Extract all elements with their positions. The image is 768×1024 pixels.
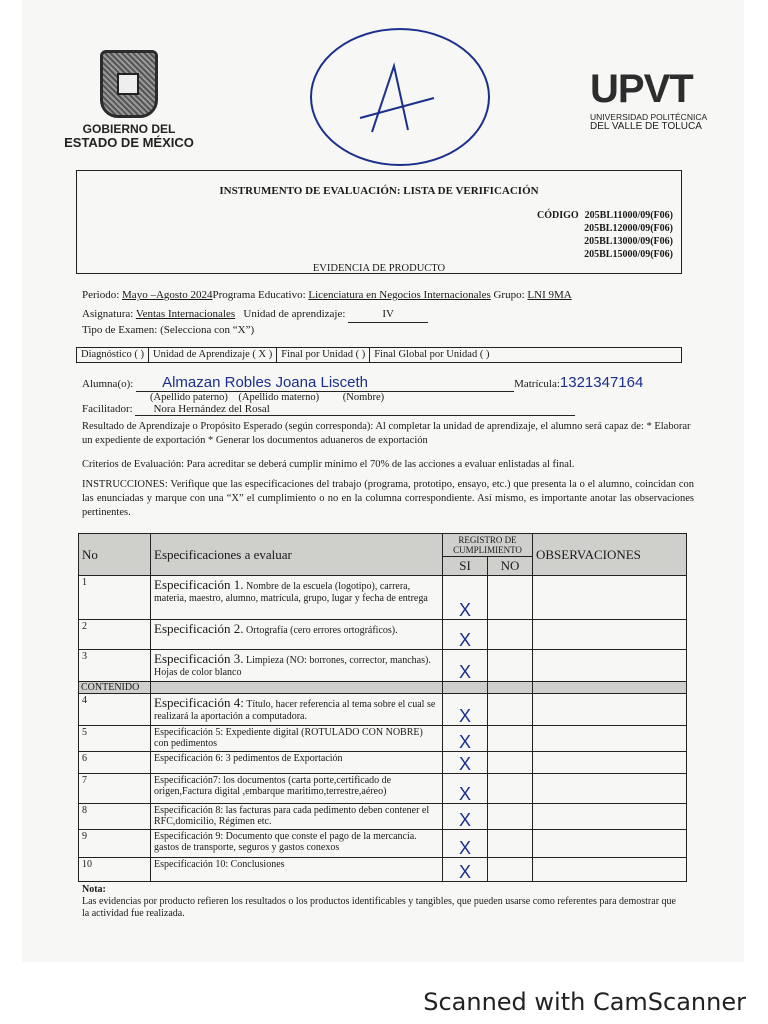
programa-label: Programa Educativo: <box>212 289 306 301</box>
asignatura-value: Ventas Internacionales <box>135 308 236 320</box>
observaciones-cell <box>533 774 687 804</box>
criterios-text: Criterios de Evaluación: Para acreditar se deberá cumplir mínimo el 70% de las acciones a evaluar enlistadas al final. <box>82 459 575 470</box>
observaciones-cell <box>533 752 687 774</box>
spec-text: Especificación7: los documentos (carta porte,certificado de origen,Factura digital ,embarque maritimo,terrestre,aéreo) <box>154 775 392 797</box>
gob-line1: GOBIERNO DEL <box>82 122 176 136</box>
no-mark <box>488 752 533 774</box>
codigo-block <box>537 209 673 261</box>
contenido-label: CONTENIDO <box>79 682 151 694</box>
upvt-line1: UNIVERSIDAD POLITÉCNICA <box>590 112 708 122</box>
no-mark <box>488 830 533 858</box>
facilitador-value: Nora Hernández del Rosal <box>135 403 575 416</box>
spec-text: Especificación 8: las facturas para cada pedimento deben contener el RFC,domicilio, Régimen etc. <box>154 805 430 827</box>
si-mark: X <box>443 576 488 620</box>
row-number: 3 <box>79 650 151 682</box>
si-mark: X <box>443 650 488 682</box>
upvt-logo <box>590 68 720 132</box>
sub-nombre: (Nombre) <box>342 392 385 403</box>
document-title: INSTRUMENTO DE EVALUACIÓN: LISTA DE VERIFICACIÓN <box>219 185 539 197</box>
exam-type-final-global: Final Global por Unidad ( ) <box>374 349 490 360</box>
state-seal-icon <box>100 50 158 118</box>
observaciones-cell <box>533 650 687 682</box>
nota-text: Las evidencias por producto refieren los resultados o los productos identificables y tangibles, que pueden usarse como referentes para demostrar que la actividad fue realizada. <box>82 896 676 919</box>
camscanner-watermark: Scanned with CamScanner <box>423 988 746 1016</box>
table-row <box>79 858 687 882</box>
si-mark: X <box>443 694 488 726</box>
no-mark <box>488 620 533 650</box>
code-1: 205BL11000/09(F06) <box>584 210 673 221</box>
unidad-value: IV <box>348 307 428 323</box>
table-row <box>79 576 687 620</box>
spec-title: Especificación 3. <box>154 651 244 666</box>
si-mark: X <box>443 774 488 804</box>
si-mark: X <box>443 726 488 752</box>
upvt-mark: UPVT <box>590 67 693 111</box>
instrucciones-text: INSTRUCCIONES: Verifique que las especificaciones del trabajo (programa, prototipo, ensayo, etc.) que presenta la o el alumno, coincidan con las enunciadas y marque con una “X” el cumplimiento o no en la columna correspondiente. Así mismo, es importante anotar las observaciones pertinentes. <box>82 479 694 518</box>
codigo-label: CÓDIGO <box>536 210 579 221</box>
upvt-subtitle <box>590 112 720 132</box>
header-no: No <box>79 534 151 576</box>
grade-letter-icon <box>352 60 442 140</box>
row-specification <box>151 774 443 804</box>
rows-a <box>79 576 687 682</box>
table-row <box>79 650 687 682</box>
table-row <box>79 774 687 804</box>
row-specification <box>151 830 443 858</box>
no-mark <box>488 576 533 620</box>
spec-title: Especificación 2. <box>154 621 244 636</box>
spec-text: Especificación 6: 3 pedimentos de Exportación <box>154 753 343 764</box>
spec-text: Ortografía (cero errores ortográficos). <box>246 625 398 636</box>
spec-text: Limpieza (NO: borrones, corrector, manchas). Hojas de color blanco <box>154 655 431 678</box>
grupo-label: Grupo: <box>493 289 525 301</box>
row-specification <box>151 804 443 830</box>
no-mark <box>488 858 533 882</box>
exam-type-diagnostico: Diagnóstico ( ) <box>77 348 149 362</box>
exam-type-box <box>76 347 682 363</box>
row-specification <box>151 752 443 774</box>
observaciones-cell <box>533 830 687 858</box>
row-number: 10 <box>79 858 151 882</box>
resultado-text: Resultado de Aprendizaje o Propósito Esperado (según corresponda): Al completar la unidad de aprendizaje, el alumno será capaz de: * Elaborar un expediente de exportación * Generar los documentos aduaneros de exportación <box>82 421 691 446</box>
code-2: 205BL12000/09(F06) <box>584 223 673 234</box>
student-block <box>82 374 682 416</box>
no-mark <box>488 694 533 726</box>
grupo-value: LNI 9MA <box>527 289 572 301</box>
gob-line2: ESTADO DE MÉXICO <box>64 135 194 150</box>
row-number: 9 <box>79 830 151 858</box>
si-mark: X <box>443 804 488 830</box>
observaciones-cell <box>533 858 687 882</box>
row-number: 2 <box>79 620 151 650</box>
unidad-label: Unidad de aprendizaje: <box>243 308 346 320</box>
si-mark: X <box>443 620 488 650</box>
tipo-examen: Tipo de Examen: (Selecciona con “X”) <box>82 324 255 336</box>
no-mark <box>488 804 533 830</box>
header-observaciones: OBSERVACIONES <box>533 534 687 576</box>
header-si: SI <box>443 557 488 576</box>
header-no-cumple: NO <box>488 557 533 576</box>
spec-text: Especificación 9: Documento que conste el pago de la mercancía. gastos de transporte, seguros y gastos conexos <box>154 831 417 853</box>
row-specification <box>151 620 443 650</box>
row-number: 5 <box>79 726 151 752</box>
row-specification <box>151 694 443 726</box>
observaciones-cell <box>533 726 687 752</box>
no-mark <box>488 774 533 804</box>
table-row <box>79 726 687 752</box>
no-mark <box>488 650 533 682</box>
row-specification <box>151 576 443 620</box>
asignatura-label: Asignatura: <box>82 308 134 320</box>
alumna-name: Almazan Robles Joana Lisceth <box>136 374 514 392</box>
spec-text: Especificación 10: Conclusiones <box>154 859 285 870</box>
si-mark: X <box>443 752 488 774</box>
observaciones-cell <box>533 804 687 830</box>
upvt-line2: DEL VALLE DE TOLUCA <box>590 121 702 132</box>
facilitador-label: Facilitador: <box>82 403 133 415</box>
sub-materno: (Apellido materno) <box>238 392 320 403</box>
spec-text: Título, hacer referencia al tema sobre el cual se realizará la aportación a computadora. <box>154 699 436 722</box>
observaciones-cell <box>533 576 687 620</box>
observaciones-cell <box>533 620 687 650</box>
row-number: 8 <box>79 804 151 830</box>
observaciones-cell <box>533 694 687 726</box>
matricula-label: Matrícula: <box>514 378 560 390</box>
programa-value: Licenciatura en Negocios Internacionales <box>308 289 491 301</box>
header-registro: REGISTRO DE CUMPLIMIENTO <box>443 534 533 557</box>
spec-title: Especificación 4: <box>154 695 244 710</box>
title-box <box>76 170 682 274</box>
table-row <box>79 830 687 858</box>
nota-label: Nota: <box>82 884 106 895</box>
row-specification <box>151 858 443 882</box>
nota-block <box>82 884 682 920</box>
row-specification <box>151 726 443 752</box>
code-4: 205BL15000/09(F06) <box>584 249 673 260</box>
course-fields <box>82 288 572 338</box>
exam-type-final-unidad: Final por Unidad ( ) <box>277 348 370 362</box>
table-row <box>79 620 687 650</box>
exam-type-unidad: Unidad de Aprendizaje ( X ) <box>149 348 277 362</box>
spec-text: Nombre de la escuela (logotipo), carrera, materia, maestro, alumno, matrícula, grupo, lugar y fecha de entrega <box>154 581 428 604</box>
table-row <box>79 694 687 726</box>
row-specification <box>151 650 443 682</box>
rows-b <box>79 694 687 882</box>
code-3: 205BL13000/09(F06) <box>584 236 673 247</box>
evaluation-table <box>78 533 687 882</box>
row-number: 4 <box>79 694 151 726</box>
si-mark: X <box>443 858 488 882</box>
alumna-label: Alumna(o): <box>82 378 134 390</box>
header-spec: Especificaciones a evaluar <box>151 534 443 576</box>
row-number: 7 <box>79 774 151 804</box>
spec-text: Especificación 5: Expediente digital (ROTULADO CON NOBRE) con pedimentos <box>154 727 423 749</box>
row-number: 6 <box>79 752 151 774</box>
sub-paterno: (Apellido paterno) <box>150 392 228 403</box>
table-row <box>79 752 687 774</box>
gobierno-text <box>64 122 194 150</box>
gobierno-logo <box>64 50 194 150</box>
grade-circle <box>310 28 490 166</box>
evidencia-heading: EVIDENCIA DE PRODUCTO <box>312 263 446 274</box>
periodo-label: Periodo: <box>82 289 120 301</box>
row-number: 1 <box>79 576 151 620</box>
contenido-row <box>79 682 687 694</box>
table-header-row <box>79 534 687 557</box>
periodo-value: Mayo –Agosto 2024 <box>122 289 213 301</box>
table-row <box>79 804 687 830</box>
no-mark <box>488 726 533 752</box>
si-mark: X <box>443 830 488 858</box>
spec-title: Especificación 1. <box>154 577 244 592</box>
matricula-value: 1321347164 <box>559 374 644 391</box>
